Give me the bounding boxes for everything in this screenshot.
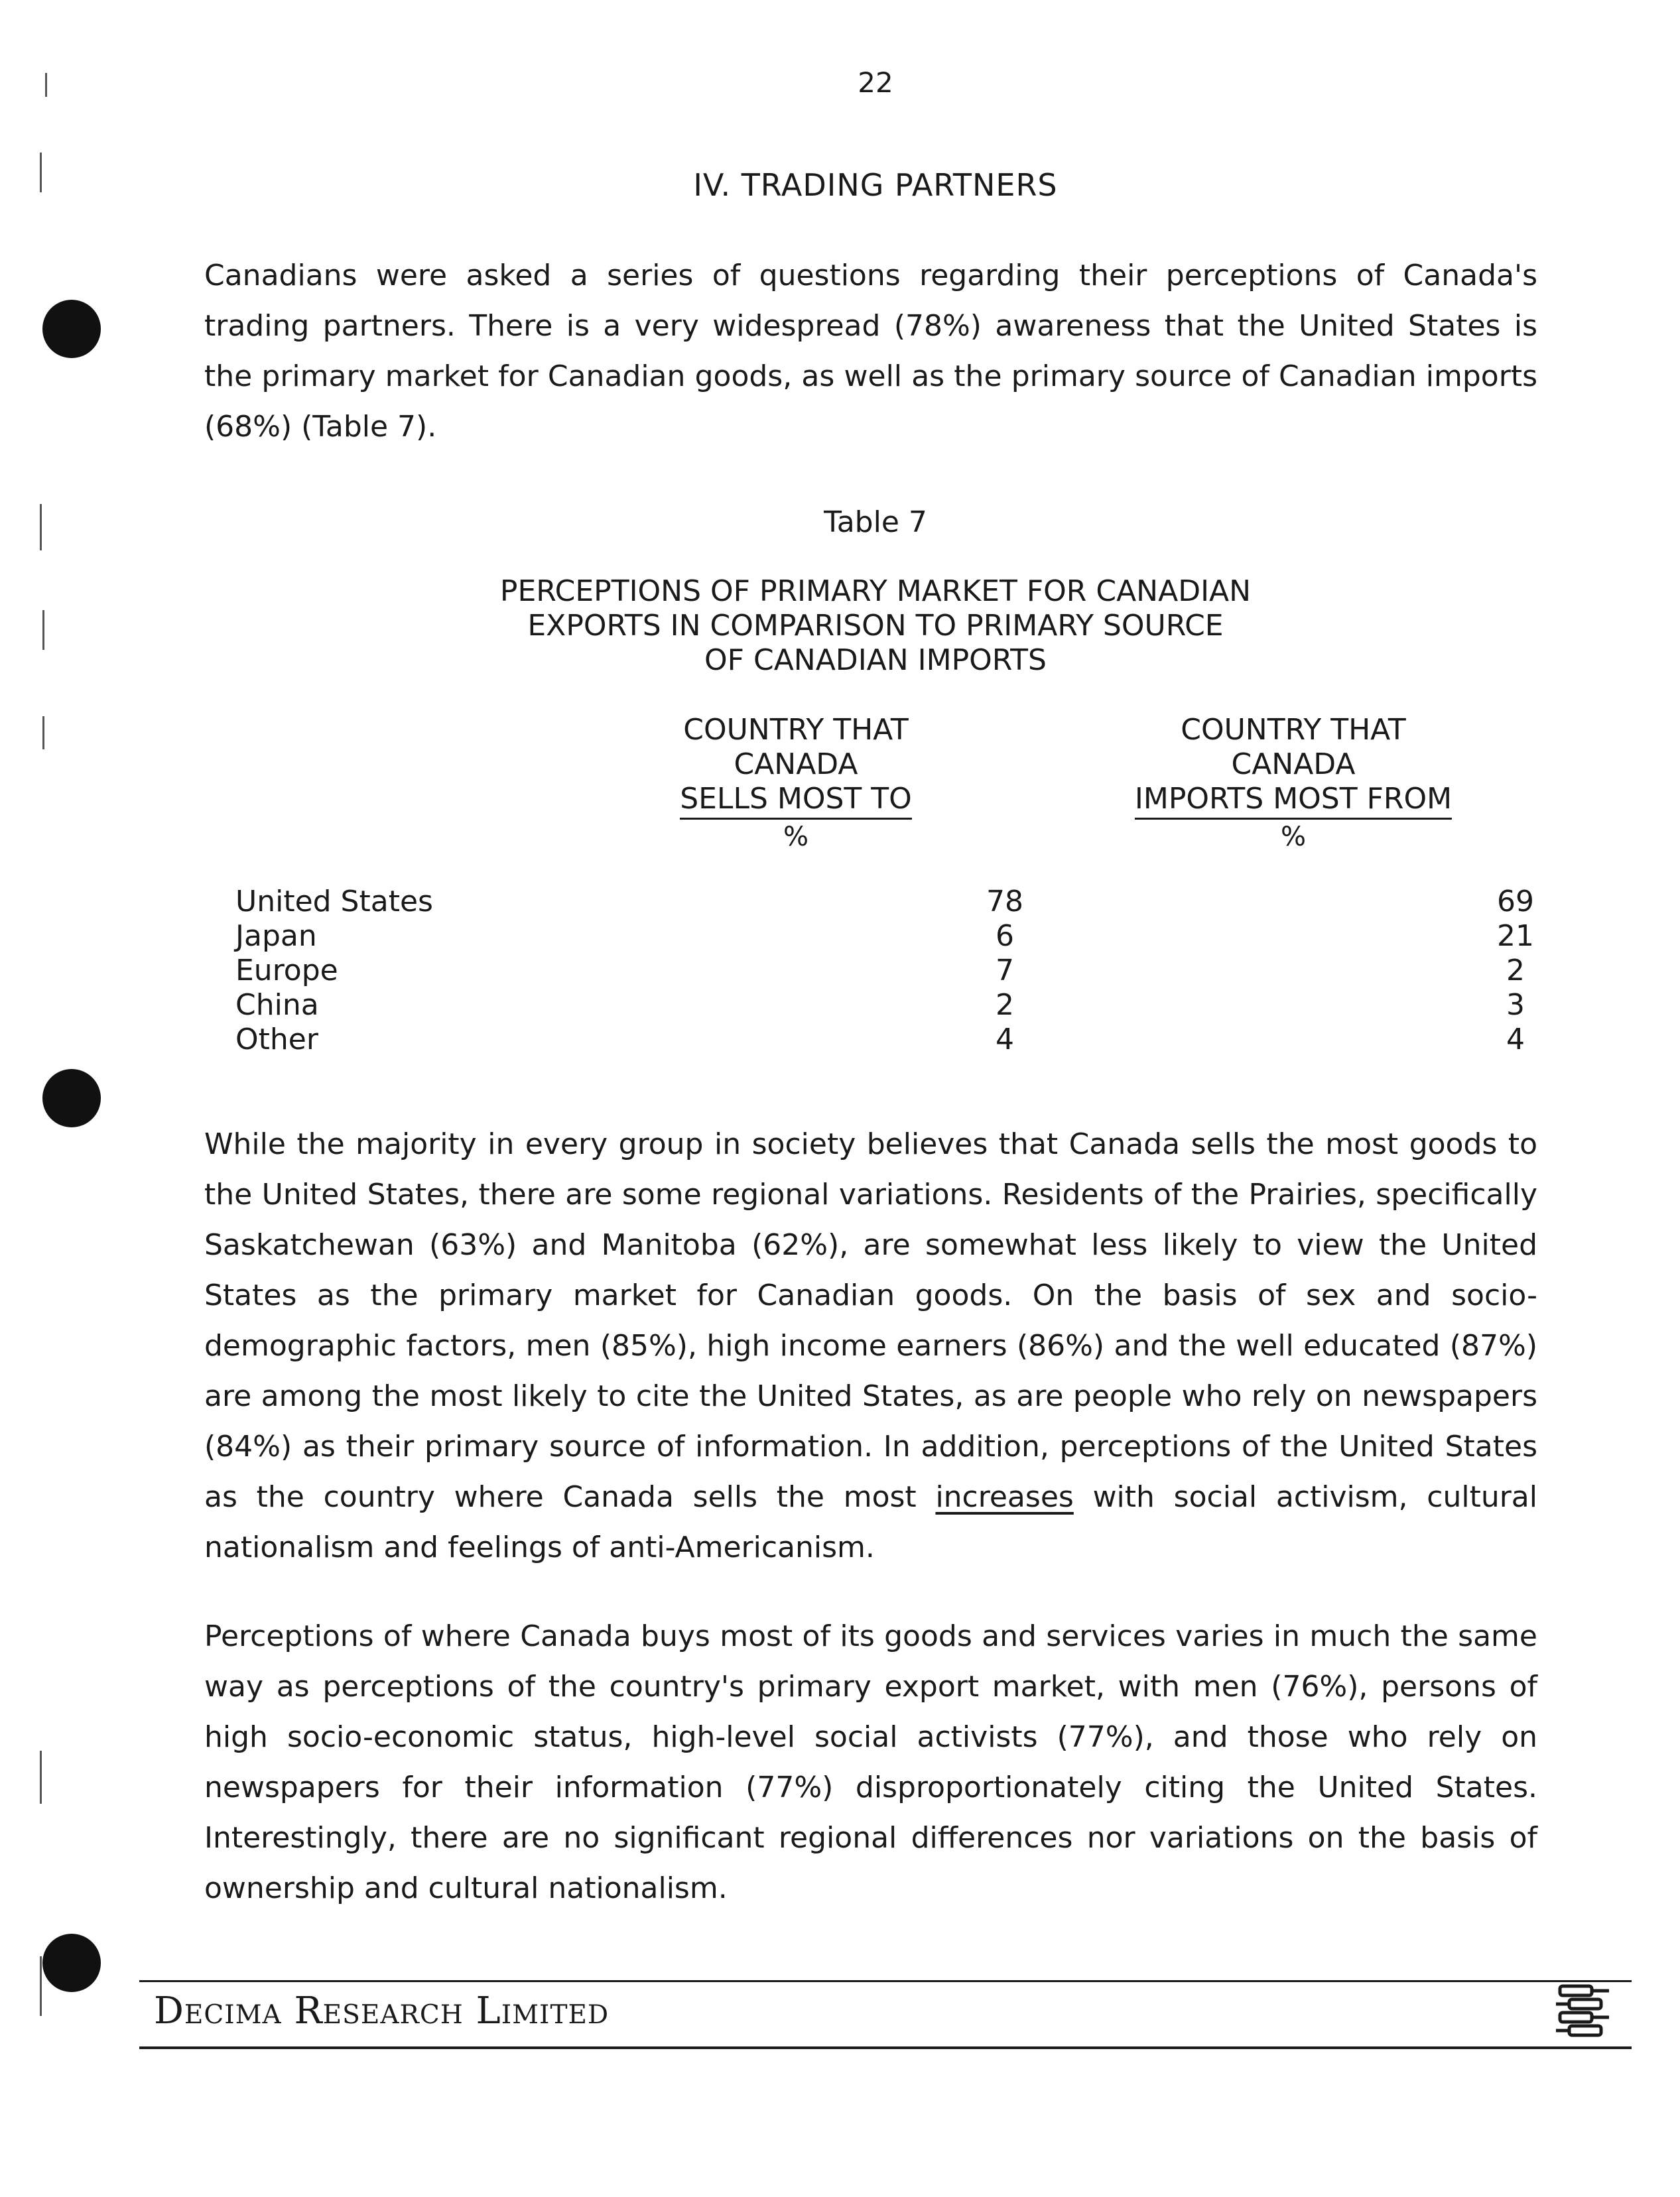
table-row: [235, 1023, 1525, 1057]
column-header-line: CANADA: [734, 747, 858, 781]
table-title-line: PERCEPTIONS OF PRIMARY MARKET FOR CANADIAN: [499, 574, 1252, 608]
column-header-imports: [1074, 713, 1512, 854]
scan-artifact: [42, 610, 44, 650]
binder-hole-bottom: [42, 1934, 101, 1992]
table-title-line: EXPORTS IN COMPARISON TO PRIMARY SOURCE: [527, 609, 1224, 643]
column-header-line: CANADA: [1231, 747, 1356, 781]
company-name: Decima Research Limited: [154, 1989, 610, 2033]
table-row: [235, 885, 1534, 919]
column-unit: %: [1280, 822, 1306, 852]
imports-value: 4: [1506, 1023, 1525, 1056]
paragraph-text: with social activism, cultural nationalism and feelings of anti-Americanism.: [204, 1480, 1537, 1564]
section-heading: IV. TRADING PARTNERS: [693, 167, 1058, 203]
row-label: United States: [235, 885, 433, 918]
intro-paragraph: Canadians were asked a series of questions regarding their perceptions of Canada's trading partners. There is a very widespread (78%) awareness that the United States is the primary market for Canadian goods, as well as the primary source of Canadian imports (68%) (Table 7).: [204, 259, 1537, 444]
decima-logo-icon: [1549, 1979, 1616, 2046]
row-label: Japan: [235, 919, 317, 953]
body-paragraph-regional: [204, 1119, 1537, 1573]
underlined-word: increases: [935, 1480, 1074, 1514]
body-paragraph-imports: Perceptions of where Canada buys most of its goods and services varies in much the same way as perceptions of the country's primary export market, with men (76%), persons of high socio-economic status, high-level social activists (77%), and those who rely on newspapers for their information (77%) disproportionately citing the United States. Interestingly, there are no significant regional differences nor variations on the basis of ownership and cultural nationalism.: [204, 1619, 1537, 1905]
sells-value: 78: [986, 885, 1023, 918]
scan-artifact: [40, 1751, 42, 1804]
scan-artifact: [40, 1956, 42, 2016]
binder-hole-middle: [42, 1069, 101, 1127]
sells-value: 7: [996, 954, 1014, 987]
imports-value: 3: [1506, 988, 1525, 1022]
table-title: [398, 574, 1353, 678]
row-label: China: [235, 988, 319, 1022]
column-header-sells: [623, 713, 968, 854]
table-caption: Table 7: [824, 505, 927, 539]
column-header-line: COUNTRY THAT: [683, 713, 909, 747]
imports-value: 21: [1497, 919, 1534, 953]
sells-value: 6: [996, 919, 1014, 953]
sells-value: 2: [996, 988, 1014, 1022]
footer-rule-bottom: [139, 2046, 1632, 2049]
table-row: [235, 919, 1534, 954]
paragraph-text: While the majority in every group in society believes that Canada sells the most goods to the United States, there are some regional variations. Residents of the Prairies, specifically Saskatchewan (63%) and Manitoba (62%), are somewhat less likely to view the United States as the primary market for Canadian goods. On the basis of sex and socio-demographic factors, men (85%), high income earners (86%) and the well educated (87%) are among the most likely to cite the United States, as are people who rely on newspapers (84%) as their primary source of information. In addition, perceptions of the United States as the country where Canada sells the most: [204, 1127, 1537, 1514]
page-number: 22: [858, 66, 893, 99]
table-title-line: OF CANADIAN IMPORTS: [704, 643, 1047, 677]
column-header-line: SELLS MOST TO: [680, 782, 912, 820]
scan-artifact: [42, 716, 44, 749]
imports-value: 2: [1506, 954, 1525, 987]
binder-hole-top: [42, 300, 101, 358]
imports-value: 69: [1497, 885, 1534, 918]
sells-value: 4: [996, 1023, 1014, 1056]
table-body: [235, 885, 1534, 1057]
row-label: Other: [235, 1023, 318, 1056]
table-row: [235, 988, 1525, 1023]
column-header-line: IMPORTS MOST FROM: [1135, 782, 1452, 820]
scan-artifact: [45, 73, 47, 97]
column-header-line: COUNTRY THAT: [1181, 713, 1406, 747]
footer-rule-top: [139, 1980, 1632, 1982]
table-row: [235, 954, 1525, 988]
column-unit: %: [783, 822, 808, 852]
row-label: Europe: [235, 954, 338, 987]
